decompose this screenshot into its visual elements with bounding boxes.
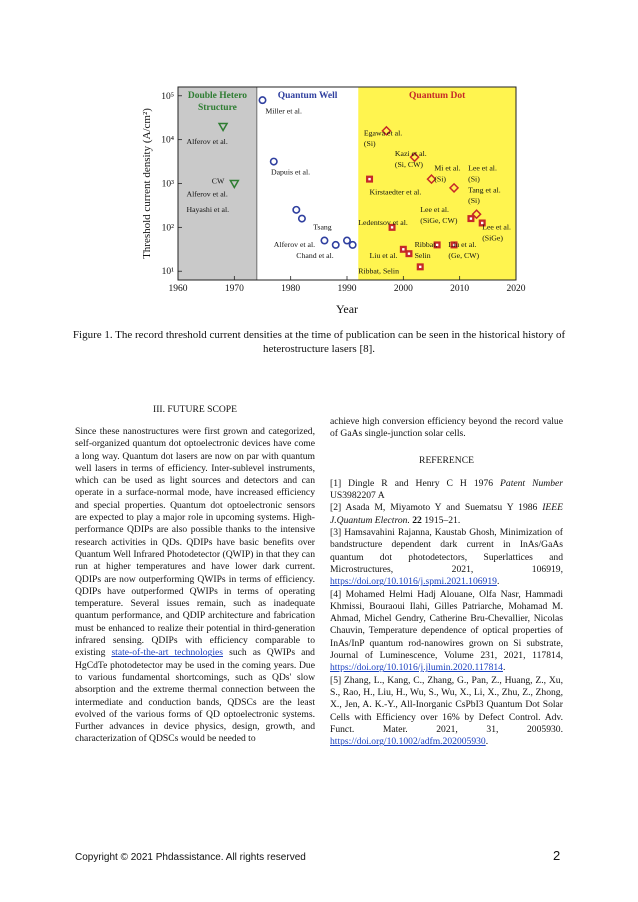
reference-3: [3] Hamsavahini Rajanna, Kaustab Ghosh, Minimization of bandstructure dependent dark current in InAs/GaAs quantum dot photodetectors, Superlattices and Microstructures, 2021, 106919, https://doi.org/10.1016/j.spmi.2021.106919. — [330, 527, 563, 588]
page-number: 2 — [553, 848, 561, 863]
y-axis-label: Threshold current density (A/cm²) — [141, 108, 153, 259]
reference-2: [2] Asada M, Miyamoto Y and Suematsu Y 1986 IEEE J.Quantum Electron. 22 1915–21. — [330, 502, 563, 526]
annotation-label: (Si) — [468, 196, 480, 206]
ref3-doi-link[interactable]: https://doi.org/10.1016/j.spmi.2021.106919 — [330, 576, 497, 588]
annotation-label: Mi et al. — [434, 163, 461, 173]
left-column-body — [75, 426, 315, 746]
annotation-label: CW — [211, 176, 225, 186]
reference-1: [1] Dingle R and Henry C H 1976 Patent Number US3982207 A — [330, 477, 563, 502]
right-column-body — [330, 416, 563, 748]
annotation-label: Tsang — [313, 222, 332, 232]
x-tick-label: 2000 — [393, 284, 413, 294]
reference-5: [5] Zhang, L., Kang, C., Zhang, G., Pan, Z., Huang, Z., Xu, S., Rao, H., Liu, H., Wu, S., Wu, X., Li, X., Zhu, Z., Zhong, X., Jen, A. K.-Y., All-Inorganic CsPbI3 Quantum Dot Solar Cells with Efficiency over 16% by Defect Control. Adv. Funct. Mater. 2021, 31, 2005930. https://doi.org/10.1002/adfm.202005930. — [330, 674, 563, 748]
annotation-label: Chand et al. — [296, 251, 334, 261]
x-tick-label: 1970 — [224, 284, 244, 294]
annotation-label: (Si, CW) — [394, 159, 424, 169]
annotation-label: Hayashi et al. — [186, 205, 230, 215]
y-tick-label: 10⁵ — [161, 91, 174, 102]
annotation-label: Miller et al. — [265, 106, 302, 116]
ref4-doi-link[interactable]: https://doi.org/10.1016/j.jlumin.2020.117814 — [330, 662, 503, 674]
region-label-0: Double Hetero — [187, 91, 248, 101]
annotation-label: Liu et al. — [369, 251, 398, 261]
annotation-label: Selin — [414, 251, 431, 261]
y-tick-label: 10⁴ — [161, 135, 174, 146]
ref5-doi-link[interactable]: https://doi.org/10.1002/adfm.202005930 — [330, 736, 486, 748]
annotation-label: Lee et al. — [482, 222, 511, 232]
x-tick-label: 1960 — [168, 284, 188, 294]
right-body-text: achieve high conversion efficiency beyond the record value of GaAs single-junction solar cells. — [330, 416, 563, 440]
annotation-label: (Si) — [434, 174, 447, 184]
annotation-label: Alferov et al. — [186, 189, 228, 199]
y-tick-label: 10² — [161, 223, 174, 234]
threshold-current-chart — [118, 82, 538, 322]
annotation-label: Alferov et al. — [186, 137, 228, 147]
annotation-label: Kirstaedter et al. — [369, 187, 422, 197]
reference-4: [4] Mohamed Helmi Hadj Alouane, Olfa Nasr, Hammadi Khmissi, Bouraoui Ilahi, Gilles Patriarche, Mohamad M. Ahmad, Michel Gendry, Catherine Bru-Chevallier, Nicolas Chauvin, Temperature dependence of optical properties of InAs/InP quantum rod-nanowires grown on Si substrate, Journal of Luminescence, Volume 231, 2021, 117814, https://doi.org/10.1016/j.jlumin.2020.117814. — [330, 588, 563, 674]
square-marker-inner — [470, 217, 472, 219]
annotation-label: Kazi et al. — [394, 148, 427, 158]
annotation-label: Lee et al. — [468, 163, 497, 173]
region-label-2: Quantum Dot — [409, 91, 466, 101]
annotation-label: Dapuis et al. — [270, 167, 311, 177]
x-tick-label: 2020 — [506, 284, 526, 294]
section-heading: III. FUTURE SCOPE — [153, 404, 237, 415]
annotation-label: Tang et al. — [468, 185, 501, 195]
x-tick-label: 1980 — [281, 284, 301, 294]
annotation-label: (SiGe, CW) — [420, 215, 458, 225]
square-marker-inner — [419, 266, 421, 268]
square-marker-inner — [402, 248, 404, 250]
x-axis-label: Year — [335, 302, 359, 316]
reference-heading: REFERENCE — [419, 454, 474, 466]
region-label-0: Structure — [197, 103, 237, 113]
body-text: Since these nanostructures were first grown and categorized, self-organized quantum dot optoelectronic devices have come a long way. Quantum dot lasers are now on par with quantum well lasers in terms of efficiency. Inter-sublevel instruments, which can be used as light sources and detectors and can operate in a surface-normal mode, have increased efficiency and special properties. Quantum dot optoelectronic sensors are expected to play a major role in upcoming systems. High-performance QDIPs are also possible thanks to the intensive research activities in QDs. QDIPs have basic benefits over Quantum Well Infrared Photodetector (QWIP) in that they can run at higher temperatures and have lower dark current. QDIPs are now outperforming QWIPs in terms of efficiency. QDIPs have outperformed QWIPs in terms of operating temperature. Several issues remain, such as inadequate quantum performance, and QDIP architecture and fabrication must be enhanced to realize their potential in third-generation infrared sensing. QDIPs with efficiency comparable to existing — [75, 426, 315, 659]
square-marker-inner — [408, 252, 410, 254]
annotation-label: (SiGe) — [482, 233, 503, 243]
annotation-label: Liu et al. — [448, 240, 477, 250]
annotation-label: Ledentsov et al. — [358, 218, 408, 228]
x-tick-label: 1990 — [337, 284, 357, 294]
annotation-label: (Si) — [363, 139, 376, 149]
square-marker-inner — [368, 178, 370, 180]
annotation-label: Lee et al. — [420, 205, 450, 215]
figure-caption: Figure 1. The record threshold current densities at the time of publication can be seen in the historical history of heterostructure lasers [8]. — [72, 329, 566, 355]
annotation-label: Ribbat, — [414, 240, 438, 250]
annotation-label: Egawa et al. — [363, 128, 403, 138]
x-tick-label: 2010 — [450, 284, 470, 294]
annotation-label: Ribbat, Selin — [358, 266, 399, 276]
annotation-label: (Ge, CW) — [448, 251, 480, 261]
state-of-art-link[interactable]: state-of-the-art technologies — [111, 647, 224, 659]
y-tick-label: 10¹ — [161, 267, 174, 278]
annotation-label: Alferov et al. — [273, 240, 316, 250]
y-tick-label: 10³ — [161, 179, 174, 190]
copyright-footer: Copyright © 2021 Phdassistance. All rights reserved — [75, 852, 306, 863]
annotation-label: (Si) — [468, 174, 480, 184]
body-text-cont: such as QWIPs and HgCdTe photodetector may be used in the coming years. Due to various fundamental shortcomings, such as QDs' slow absorption and the extreme thermal connection between the intermediate and conduction bands, QDSCs are the least evolved of the various forms of QD optoelectronic systems. Further advances in device physics, design, growth, and characterization of QDSCs would be needed to — [75, 647, 315, 745]
region-label-1: Quantum Well — [277, 91, 338, 101]
